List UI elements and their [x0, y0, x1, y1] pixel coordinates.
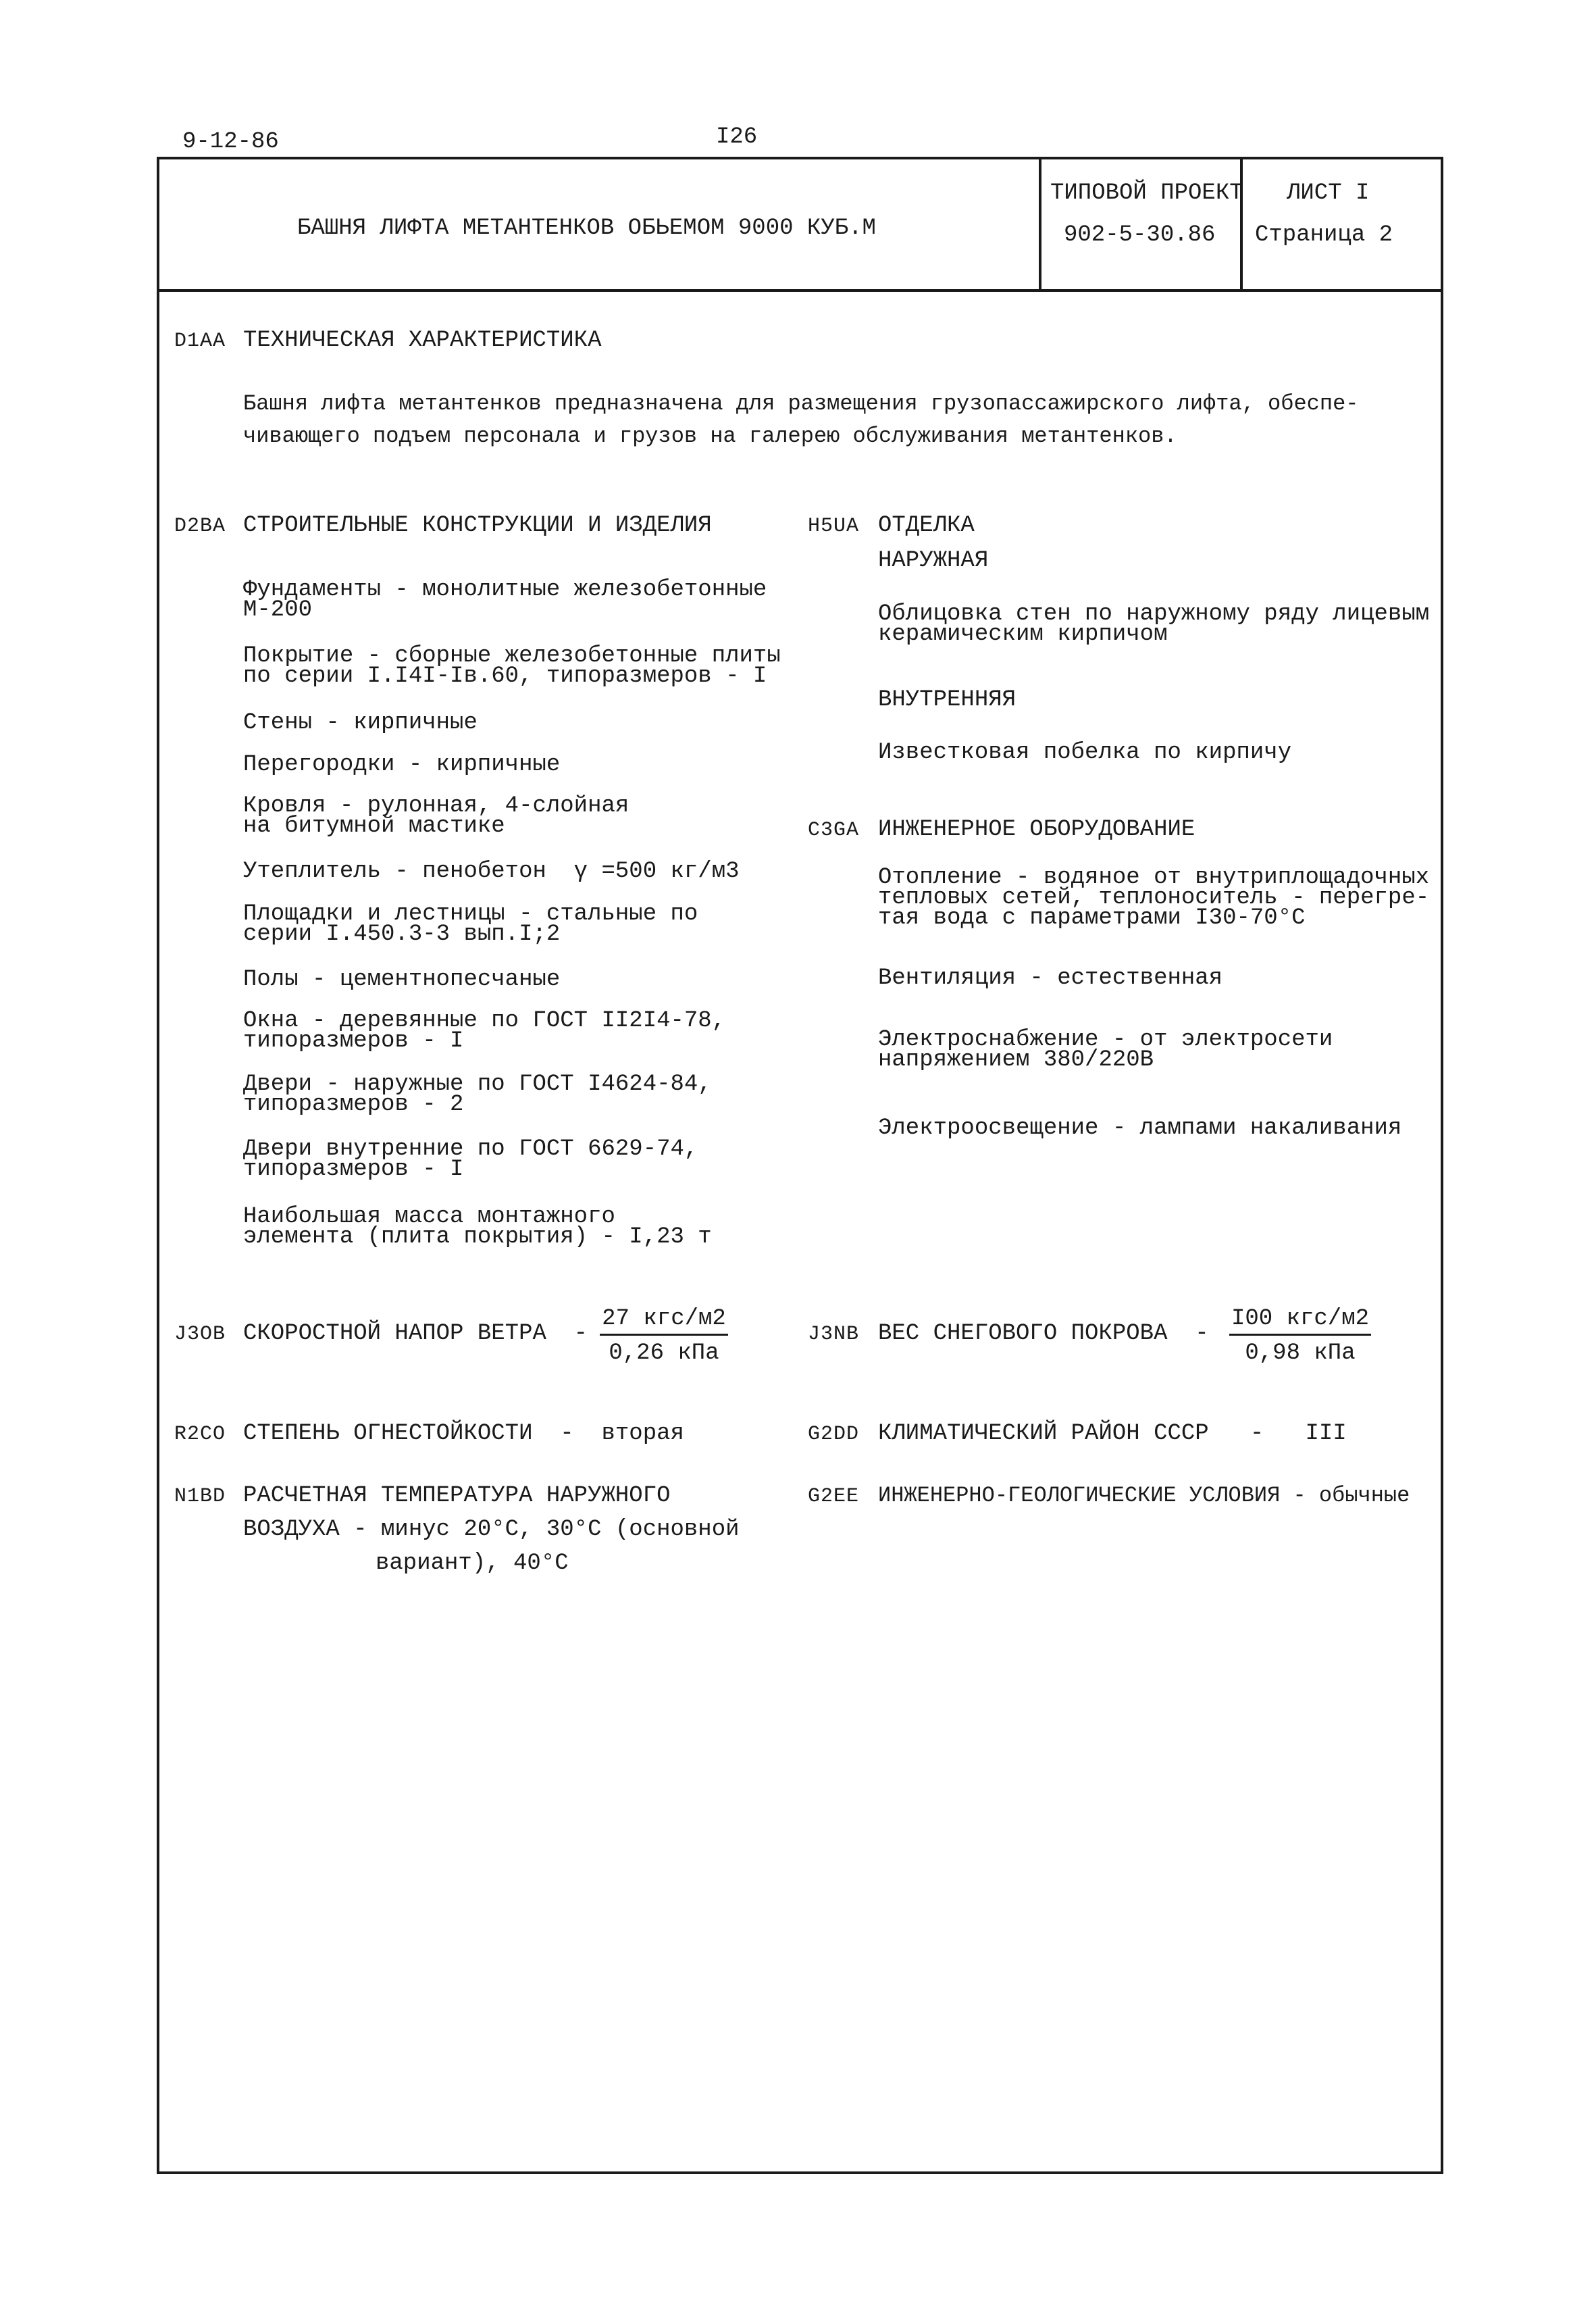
- title-block-divider: [157, 289, 1443, 292]
- section-title-equipment: ИНЖЕНЕРНОЕ ОБОРУДОВАНИЕ: [878, 817, 1195, 842]
- snow-numerator: I00 кгс/м2: [1229, 1307, 1371, 1336]
- project-number: 902-5-30.86: [1064, 222, 1216, 248]
- section-code-temperature: N1BD: [174, 1485, 226, 1508]
- section-title-tech: ТЕХНИЧЕСКАЯ ХАРАКТЕРИСТИКА: [243, 328, 602, 353]
- title-block-vline-2: [1240, 157, 1243, 291]
- tech-text-line2: чивающего подъем персонала и грузов на галерею обслуживания метантенков.: [243, 424, 1177, 449]
- section-code-snow: J3NB: [808, 1323, 860, 1346]
- equipment-item-lighting: Электроосвещение - лампами накаливания: [878, 1115, 1402, 1141]
- section-title-finish: ОТДЕЛКА: [878, 513, 975, 538]
- construction-item-foundation: Фундаменты - монолитные железобетонные М-200: [243, 577, 767, 623]
- finish-inner-label: ВНУТРЕННЯЯ: [878, 687, 1016, 713]
- geology-text: ИНЖЕНЕРНО-ГЕОЛОГИЧЕСКИЕ УСЛОВИЯ - обычные: [878, 1483, 1410, 1508]
- climate-text: КЛИМАТИЧЕСКИЙ РАЙОН СССР - III: [878, 1421, 1347, 1447]
- tech-text-line1: Башня лифта метантенков предназначена для размещения грузопассажирского лифта, обеспе-: [243, 391, 1359, 416]
- section-code-geology: G2EE: [808, 1485, 860, 1508]
- construction-item-outer-doors: Двери - наружные по ГОСТ I4624-84, типоразмеров - 2: [243, 1072, 712, 1117]
- equipment-item-ventilation: Вентиляция - естественная: [878, 965, 1223, 991]
- document-title: БАШНЯ ЛИФТА МЕТАНТЕНКОВ ОБЬЕМОМ 9000 КУБ.М: [297, 216, 876, 241]
- construction-item-stairs: Площадки и лестницы - стальные по серии I.450.3-3 вып.I;2: [243, 901, 698, 947]
- equipment-item-power: Электроснабжение - от электросети напряжением 380/220В: [878, 1027, 1333, 1073]
- snow-title: ВЕС СНЕГОВОГО ПОКРОВА -: [878, 1321, 1209, 1347]
- temperature-line1: РАСЧЕТНАЯ ТЕМПЕРАТУРА НАРУЖНОГО: [243, 1483, 671, 1509]
- page-number: I26: [716, 124, 758, 150]
- snow-denominator: 0,98 кПа: [1245, 1340, 1356, 1366]
- corner-date: 9-12-86: [182, 129, 279, 155]
- title-block-vline-1: [1039, 157, 1041, 291]
- sheet-label: ЛИСТ I: [1287, 180, 1370, 206]
- snow-fraction: [1229, 1307, 1371, 1365]
- section-code-finish: H5UA: [808, 515, 860, 538]
- construction-item-roofing: Кровля - рулонная, 4-слойная на битумной мастике: [243, 793, 629, 839]
- equipment-item-heating: Отопление - водяное от внутриплощадочных тепловых сетей, теплоноситель - перегре- тая вода с параметрами I30-70°C: [878, 865, 1430, 931]
- project-label: ТИПОВОЙ ПРОЕКТ: [1050, 180, 1243, 206]
- construction-item-partitions: Перегородки - кирпичные: [243, 752, 561, 778]
- wind-denominator: 0,26 кПа: [609, 1340, 719, 1366]
- wind-fraction: [600, 1307, 728, 1365]
- wind-title: СКОРОСТНОЙ НАПОР ВЕТРА -: [243, 1321, 588, 1347]
- section-title-constructions: СТРОИТЕЛЬНЫЕ КОНСТРУКЦИИ И ИЗДЕЛИЯ: [243, 513, 712, 538]
- section-code-wind: J3OB: [174, 1323, 226, 1346]
- temperature-line2: ВОЗДУХА - минус 20°C, 30°C (основной: [243, 1517, 740, 1542]
- construction-item-roof-cover: Покрытие - сборные железобетонные плиты по серии I.I4I-Iв.60, типоразмеров - I: [243, 643, 781, 689]
- finish-outer-text: Облицовка стен по наружному ряду лицевым керамическим кирпичом: [878, 601, 1430, 647]
- section-code-fire: R2CO: [174, 1423, 226, 1446]
- construction-item-insulation: Утеплитель - пенобетон γ =500 кг/м3: [243, 859, 740, 884]
- finish-inner-text: Известковая побелка по кирпичу: [878, 740, 1292, 765]
- construction-item-max-mass: Наибольшая масса монтажного элемента (плита покрытия) - I,23 т: [243, 1204, 712, 1250]
- section-code-climate: G2DD: [808, 1423, 860, 1446]
- page-label: Страница 2: [1255, 222, 1393, 248]
- construction-item-floors: Полы - цементнопесчаные: [243, 967, 561, 992]
- fire-text: СТЕПЕНЬ ОГНЕСТОЙКОСТИ - вторая: [243, 1421, 684, 1447]
- finish-outer-label: НАРУЖНАЯ: [878, 548, 989, 574]
- construction-item-windows: Окна - деревянные по ГОСТ II2I4-78, типоразмеров - I: [243, 1008, 726, 1054]
- construction-item-walls: Стены - кирпичные: [243, 710, 478, 736]
- section-code-equipment: C3GA: [808, 819, 860, 842]
- construction-item-inner-doors: Двери внутренние по ГОСТ 6629-74, типоразмеров - I: [243, 1136, 698, 1182]
- temperature-line3: вариант), 40°C: [376, 1551, 569, 1576]
- wind-numerator: 27 кгс/м2: [600, 1307, 728, 1336]
- section-code-constructions: D2BA: [174, 515, 226, 538]
- section-code-tech: D1AA: [174, 330, 226, 353]
